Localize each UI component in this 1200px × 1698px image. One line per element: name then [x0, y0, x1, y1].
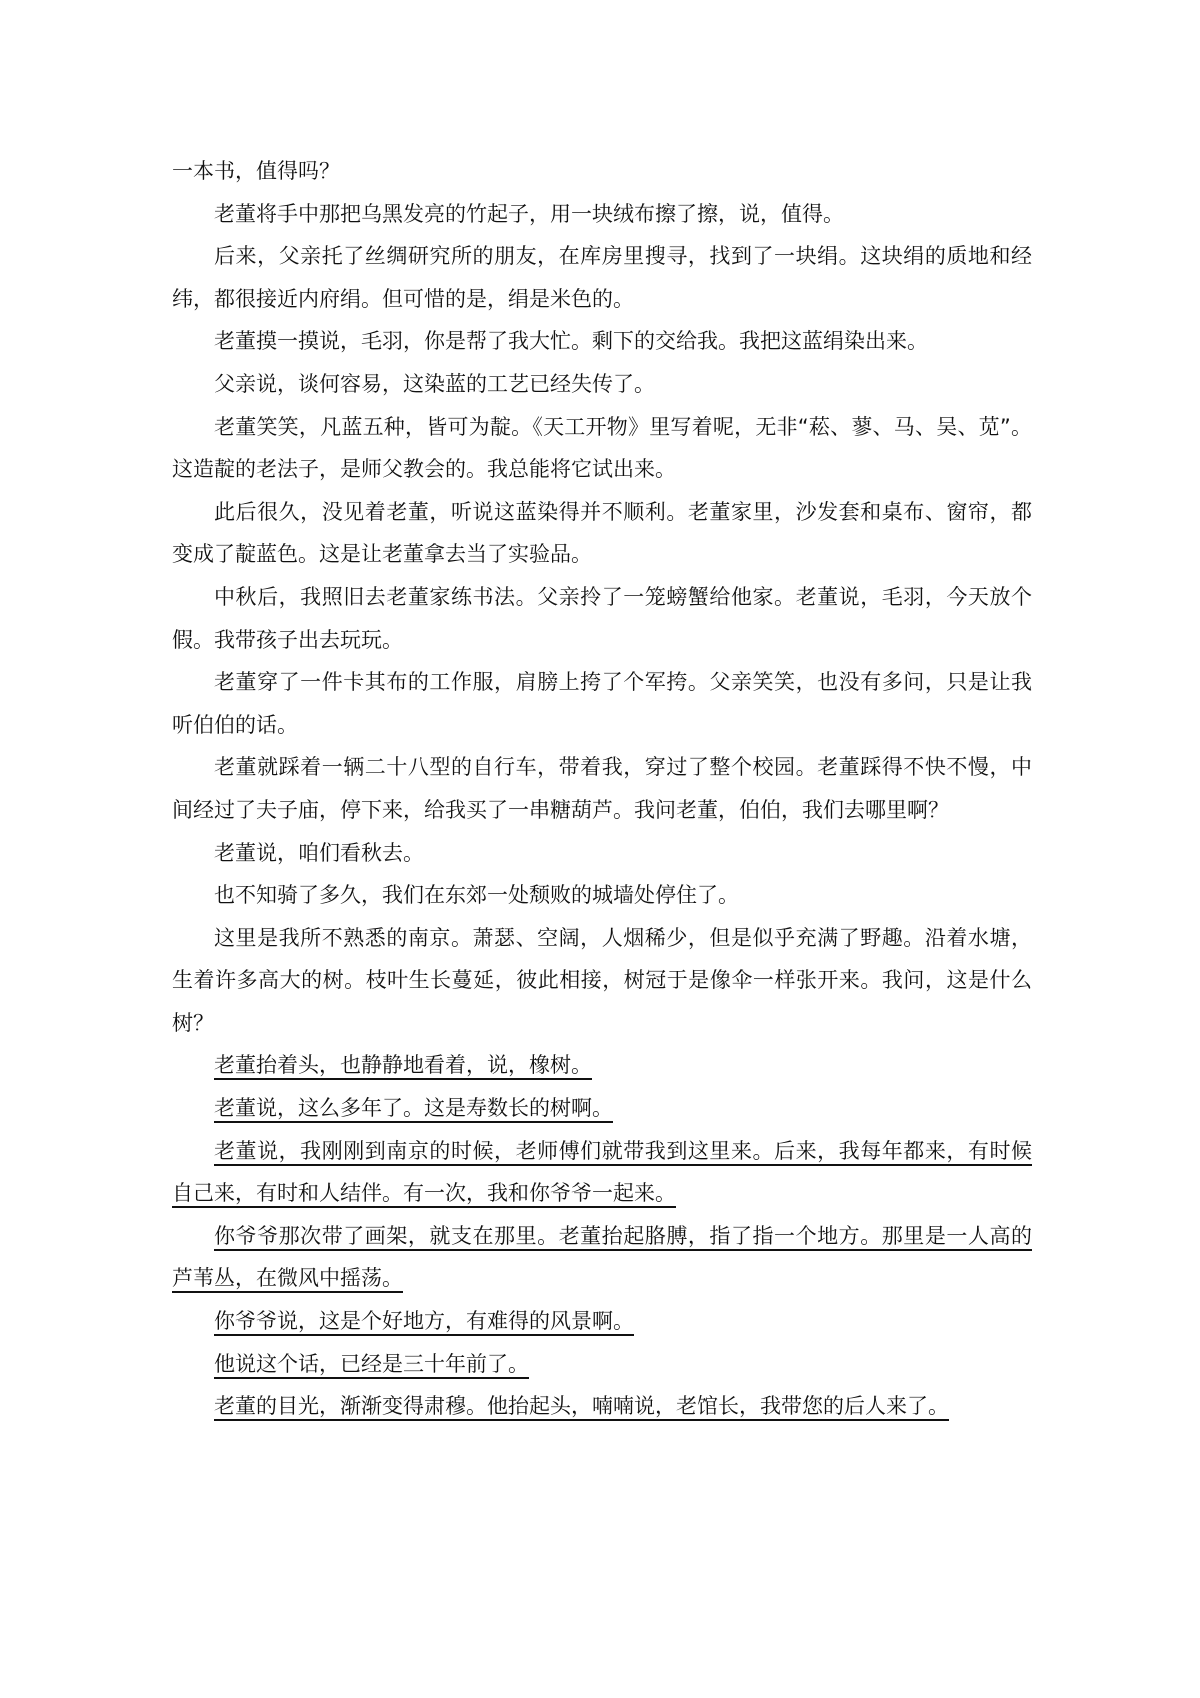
paragraph-4: 老董摸一摸说，毛羽，你是帮了我大忙。剩下的交给我。我把这蓝绢染出来。	[214, 329, 928, 354]
underlined-paragraph-18: 你爷爷说，这是个好地方，有难得的风景啊。	[214, 1309, 634, 1334]
paragraph-7: 此后很久，没见着老董，听说这蓝染得并不顺利。老董家里，沙发套和桌布、窗帘，都变成了靛蓝色。这是让老董拿去当了实验品。	[172, 499, 1032, 567]
paragraph-12: 也不知骑了多久，我们在东郊一处颓败的城墙处停住了。	[214, 883, 739, 908]
paragraph-2: 老董将手中那把乌黑发亮的竹起子，用一块绒布擦了擦，说，值得。	[214, 201, 844, 226]
paragraph-3: 后来，父亲托了丝绸研究所的朋友，在库房里搜寻，找到了一块绢。这块绢的质地和经纬，都很接近内府绢。但可惜的是，绢是米色的。	[172, 244, 1032, 311]
paragraph-1: 一本书，值得吗？	[172, 159, 340, 183]
underlined-paragraph-15: 老董说，这么多年了。这是寿数长的树啊。	[214, 1096, 613, 1121]
underlined-paragraph-16: 老董说，我刚刚到南京的时候，老师傅们就带我到这里来。后来，我每年都来，有时候自己来，有时和人结伴。有一次，我和你爷爷一起来。	[172, 1138, 1032, 1206]
paragraph-10: 老董就踩着一辆二十八型的自行车，带着我，穿过了整个校园。老董踩得不快不慢，中间经过了夫子庙，停下来，给我买了一串糖葫芦。我问老董，伯伯，我们去哪里啊？	[172, 755, 1032, 822]
underlined-paragraph-19: 他说这个话，已经是三十年前了。	[214, 1351, 529, 1376]
paragraph-8: 中秋后，我照旧去老董家练书法。父亲拎了一笼螃蟹给他家。老董说，毛羽，今天放个假。我带孩子出去玩玩。	[172, 584, 1032, 652]
paragraph-9: 老董穿了一件卡其布的工作服，肩膀上挎了个军挎。父亲笑笑，也没有多问，只是让我听伯伯的话。	[172, 670, 1032, 737]
paragraph-5: 父亲说，谈何容易，这染蓝的工艺已经失传了。	[214, 371, 655, 396]
paragraph-13: 这里是我所不熟悉的南京。萧瑟、空阔，人烟稀少，但是似乎充满了野趣。沿着水塘，生着许多高大的树。枝叶生长蔓延，彼此相接，树冠于是像伞一样张开来。我问，这是什么树？	[172, 925, 1032, 1035]
underlined-paragraph-14: 老董抬着头，也静静地看着，说，橡树。	[214, 1053, 592, 1078]
story-text	[172, 150, 1032, 1428]
underlined-paragraph-20: 老董的目光，渐渐变得肃穆。他抬起头，喃喃说，老馆长，我带您的后人来了。	[214, 1394, 949, 1419]
paragraph-6: 老董笑笑，凡蓝五种，皆可为靛。《天工开物》里写着呢，无非“菘、蓼、马、吴、苋”。这造靛的老法子，是师父教会的。我总能将它试出来。	[172, 414, 1032, 482]
paragraph-11: 老董说，咱们看秋去。	[214, 840, 424, 865]
underlined-paragraph-17: 你爷爷那次带了画架，就支在那里。老董抬起胳膊，指了指一个地方。那里是一人高的芦苇丛，在微风中摇荡。	[172, 1223, 1032, 1291]
